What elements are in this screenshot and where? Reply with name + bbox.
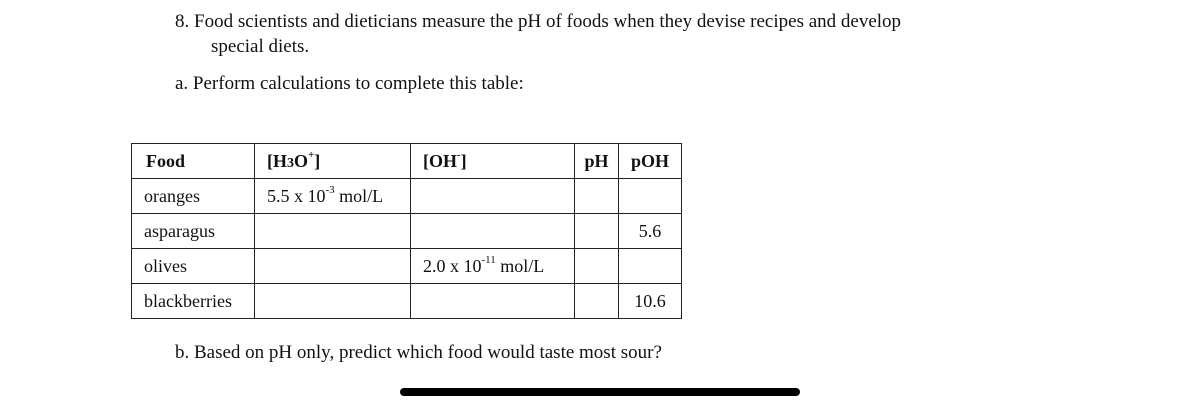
header-poh: pOH	[619, 144, 682, 179]
cell-hydronium[interactable]	[255, 249, 411, 284]
cell-hydroxide-mantissa: 2.0 x 10	[423, 255, 482, 276]
table-header-row	[132, 144, 682, 179]
cell-food: olives	[132, 249, 255, 284]
table-row	[132, 284, 682, 319]
header-hydronium-open: [H	[267, 150, 287, 171]
cell-hydroxide[interactable]	[411, 249, 575, 284]
question-part-a: a. Perform calculations to complete this table:	[175, 73, 524, 94]
header-hydroxide-open: [OH	[423, 150, 457, 171]
cell-poh[interactable]	[619, 249, 682, 284]
question-part-b: b. Based on pH only, predict which food would taste most sour?	[175, 342, 662, 363]
table-row	[132, 214, 682, 249]
cell-ph[interactable]	[575, 214, 619, 249]
ph-data-table	[131, 143, 682, 319]
header-hydroxide-close: ]	[460, 150, 467, 171]
cell-hydroxide[interactable]	[411, 179, 575, 214]
cell-hydronium[interactable]	[255, 214, 411, 249]
horizontal-scrollbar[interactable]	[400, 388, 800, 396]
header-hydronium-subscript: 3	[287, 155, 294, 171]
header-hydronium-close: ]	[314, 150, 321, 171]
cell-hydroxide-exponent: -11	[481, 253, 496, 266]
question-title-continued: special diets.	[211, 36, 310, 57]
cell-ph[interactable]	[575, 179, 619, 214]
cell-hydroxide-unit: mol/L	[495, 255, 545, 276]
table-row	[132, 179, 682, 214]
cell-hydroxide[interactable]	[411, 214, 575, 249]
cell-hydroxide[interactable]	[411, 284, 575, 319]
cell-ph[interactable]	[575, 284, 619, 319]
header-hydronium-mid: O	[294, 150, 309, 171]
question-title: 8. Food scientists and dieticians measure the pH of foods when they devise recipes and develop	[175, 11, 902, 32]
cell-food: blackberries	[132, 284, 255, 319]
header-hydroxide-charge: -	[457, 148, 461, 161]
cell-hydronium[interactable]	[255, 284, 411, 319]
cell-hydronium-unit: mol/L	[334, 185, 384, 206]
header-hydronium-charge: +	[308, 148, 315, 161]
cell-hydronium-mantissa: 5.5 x 10	[267, 185, 326, 206]
header-food: Food	[132, 144, 255, 179]
cell-poh[interactable]: 5.6	[619, 214, 682, 249]
cell-poh[interactable]: 10.6	[619, 284, 682, 319]
cell-food: asparagus	[132, 214, 255, 249]
cell-ph[interactable]	[575, 249, 619, 284]
cell-food: oranges	[132, 179, 255, 214]
header-hydroxide	[411, 144, 575, 179]
cell-hydronium[interactable]	[255, 179, 411, 214]
table-row	[132, 249, 682, 284]
cell-poh[interactable]	[619, 179, 682, 214]
header-hydronium	[255, 144, 411, 179]
header-ph: pH	[575, 144, 619, 179]
cell-hydronium-exponent: -3	[325, 183, 335, 196]
